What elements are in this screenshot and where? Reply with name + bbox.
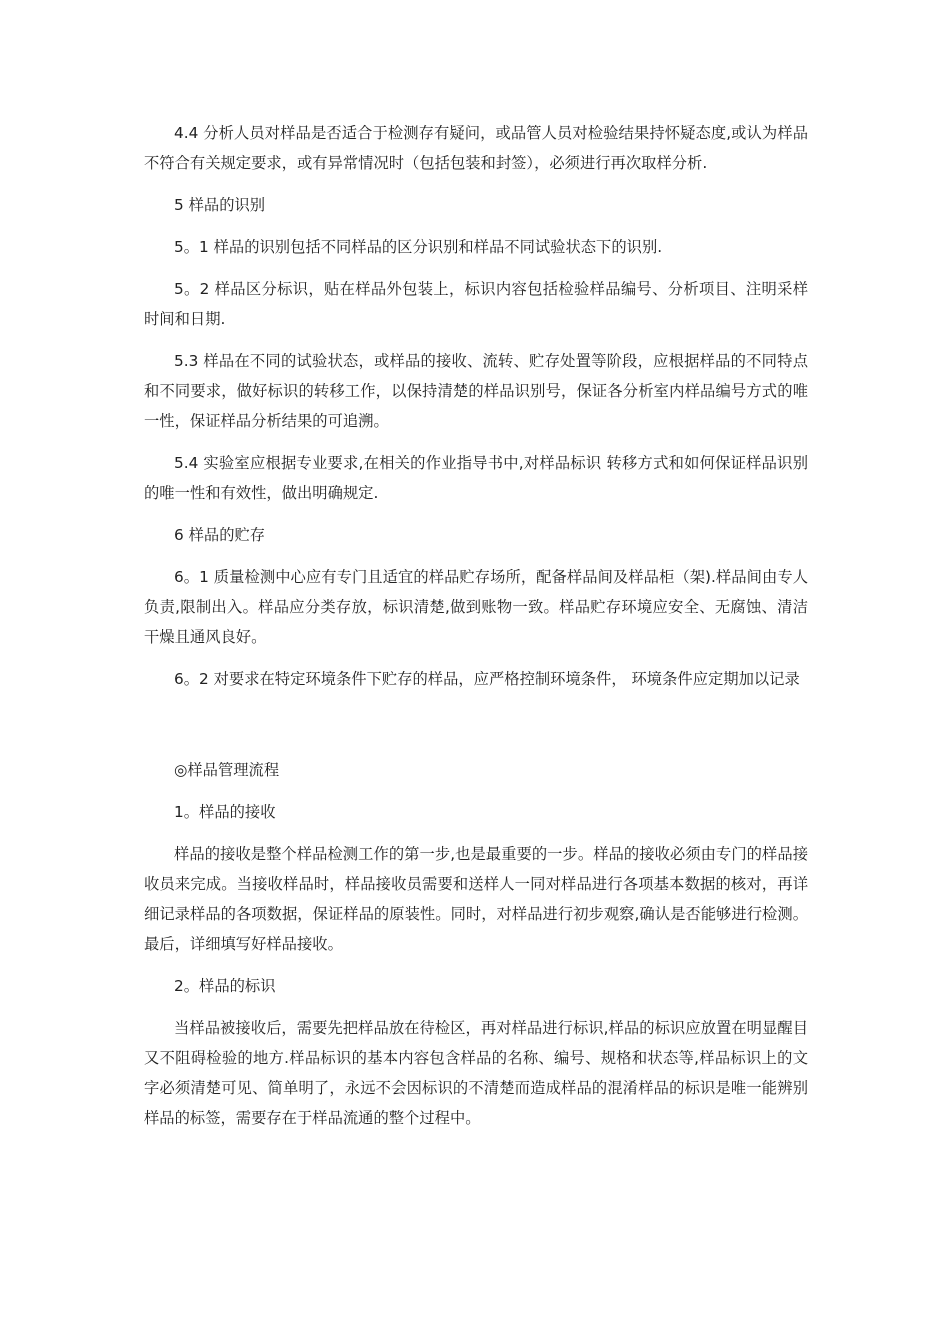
heading-sample-labeling: 2。样品的标识 [174, 977, 276, 995]
paragraph-5-4: 5.4 实验室应根据专业要求,在相关的作业指导书中,对样品标识 转移方式和如何保证样品识别的唯一性和有效性，做出明确规定. [144, 454, 808, 502]
paragraph-sample-receipt: 样品的接收是整个样品检测工作的第一步,也是最重要的一步。样品的接收必须由专门的样品接收员来完成。当接收样品时，样品接收员需要和送样人一同对样品进行各项基本数据的核对，再详细记录样品的各项数据，保证样品的原装性。同时，对样品进行初步观察,确认是否能够进行检测。最后，详细填写好样品接收。 [144, 845, 808, 953]
paragraph-6-1: 6。1 质量检测中心应有专门且适宜的样品贮存场所，配备样品间及样品柜（架).样品间由专人负责,限制出入。样品应分类存放，标识清楚,做到账物一致。样品贮存环境应安全、无腐蚀、清洁干燥且通风良好。 [144, 568, 808, 646]
paragraph-5-3: 5.3 样品在不同的试验状态，或样品的接收、流转、贮存处置等阶段，应根据样品的不同特点和不同要求，做好标识的转移工作，以保持清楚的样品识别号，保证各分析室内样品编号方式的唯一性，保证样品分析结果的可追溯。 [144, 352, 808, 430]
paragraph-5-2: 5。2 样品区分标识，贴在样品外包装上，标识内容包括检验样品编号、分析项目、注明采样时间和日期. [144, 280, 808, 328]
paragraph-4-4: 4.4 分析人员对样品是否适合于检测存有疑问，或品管人员对检验结果持怀疑态度,或认为样品不符合有关规定要求，或有异常情况时（包括包装和封签），必须进行再次取样分析. [144, 124, 808, 172]
paragraph-6-2: 6。2 对要求在特定环境条件下贮存的样品，应严格控制环境条件， 环境条件应定期加以记录 [174, 670, 800, 688]
heading-sample-identification: 5 样品的识别 [174, 196, 266, 214]
heading-sample-management-flow: ◎样品管理流程 [174, 761, 280, 779]
heading-sample-receipt: 1。样品的接收 [174, 803, 276, 821]
document-body [144, 118, 808, 1145]
paragraph-5-1: 5。1 样品的识别包括不同样品的区分识别和样品不同试验状态下的识别. [174, 238, 663, 256]
paragraph-sample-labeling: 当样品被接收后，需要先把样品放在待检区，再对样品进行标识,样品的标识应放置在明显醒目又不阻碍检验的地方.样品标识的基本内容包含样品的名称、编号、规格和状态等,样品标识上的文字必须清楚可见、简单明了，永远不会因标识的不清楚而造成样品的混淆样品的标识是唯一能辨别样品的标签，需要存在于样品流通的整个过程中。 [144, 1019, 808, 1127]
heading-sample-storage: 6 样品的贮存 [174, 526, 266, 544]
section-gap [144, 706, 808, 755]
